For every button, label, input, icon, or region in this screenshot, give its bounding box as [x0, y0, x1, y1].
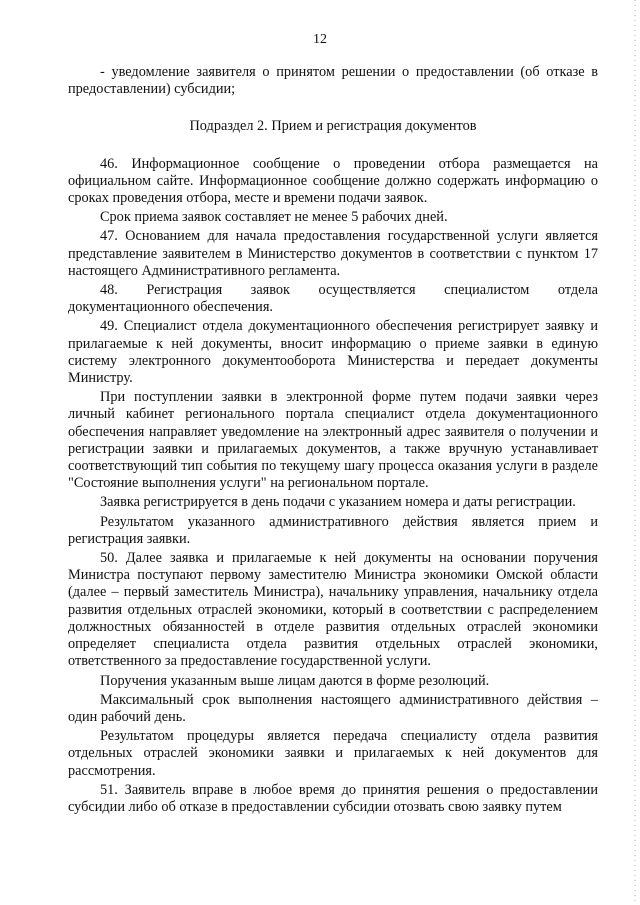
document-body	[68, 64, 598, 818]
paragraph-49: 49. Специалист отдела документационного обеспечения регистрирует заявку и прилагаемые к ней документы, вносит информацию о приеме заявки в единую систему электронного документооборота Министерства и передает документы Министру.	[68, 318, 598, 387]
paragraph-electronic-submission: При поступлении заявки в электронной форме путем подачи заявки через личный кабинет регионального портала специалист отдела документационного обеспечения направляет уведомление на электронный адрес заявителя о получении и регистрации заявки и прилагаемых документов, а также вручную устанавливает соответствующий тип события по текущему шагу процесса оказания услуги в разделе "Состояние выполнения услуги" на региональном портале.	[68, 389, 598, 492]
paragraph-registration-day: Заявка регистрируется в день подачи с указанием номера и даты регистрации.	[100, 494, 576, 511]
paragraph-resolutions: Поручения указанным выше лицам даются в форме резолюций.	[100, 672, 490, 689]
paragraph-subsidy-notice: - уведомление заявителя о принятом решении о предоставлении (об отказе в предоставлении) субсидии;	[68, 64, 598, 98]
paragraph-procedure-result: Результатом процедуры является передача специалисту отдела развития отдельных отраслей экономики заявки и прилагаемых к ней документов для рассмотрения.	[68, 728, 598, 779]
paragraph-51: 51. Заявитель вправе в любое время до принятия решения о предоставлении субсидии либо об отказе в предоставлении субсидии отозвать свою заявку путем	[68, 781, 598, 815]
paragraph-46: 46. Информационное сообщение о проведении отбора размещается на официальном сайте. Информационное сообщение должно содержать информацию о сроках проведения отбора, месте и времени подачи заявок.	[68, 155, 598, 207]
paragraph-48: 48. Регистрация заявок осуществляется специалистом отдела документационного обеспечения.	[68, 282, 598, 316]
scan-edge-marks	[634, 0, 636, 905]
section-heading: Подраздел 2. Прием и регистрация документов	[189, 118, 477, 135]
paragraph-47: 47. Основанием для начала предоставления государственной услуги является представление заявителем в Министерство документов в соответствии с пунктом 17 настоящего Административного регламента.	[68, 228, 598, 279]
paragraph-max-duration: Максимальный срок выполнения настоящего административного действия – один рабочий день.	[68, 691, 598, 725]
paragraph-application-period: Срок приема заявок составляет не менее 5 рабочих дней.	[100, 209, 448, 226]
paragraph-registration-result: Результатом указанного административного действия является прием и регистрация заявки.	[68, 513, 598, 547]
page-number: 12	[313, 32, 327, 47]
paragraph-50: 50. Далее заявка и прилагаемые к ней документы на основании поручения Министра поступают первому заместителю Министра экономики Омской области (далее – первый заместитель Министра), начальнику управления, начальнику отдела развития отдельных отраслей экономики, который в соответствии с распределением должностных обязанностей в отделе развития отдельных отраслей экономики определяет специалиста отдела развития отдельных отраслей экономики, ответственного за предоставление государственной услуги.	[68, 550, 598, 670]
